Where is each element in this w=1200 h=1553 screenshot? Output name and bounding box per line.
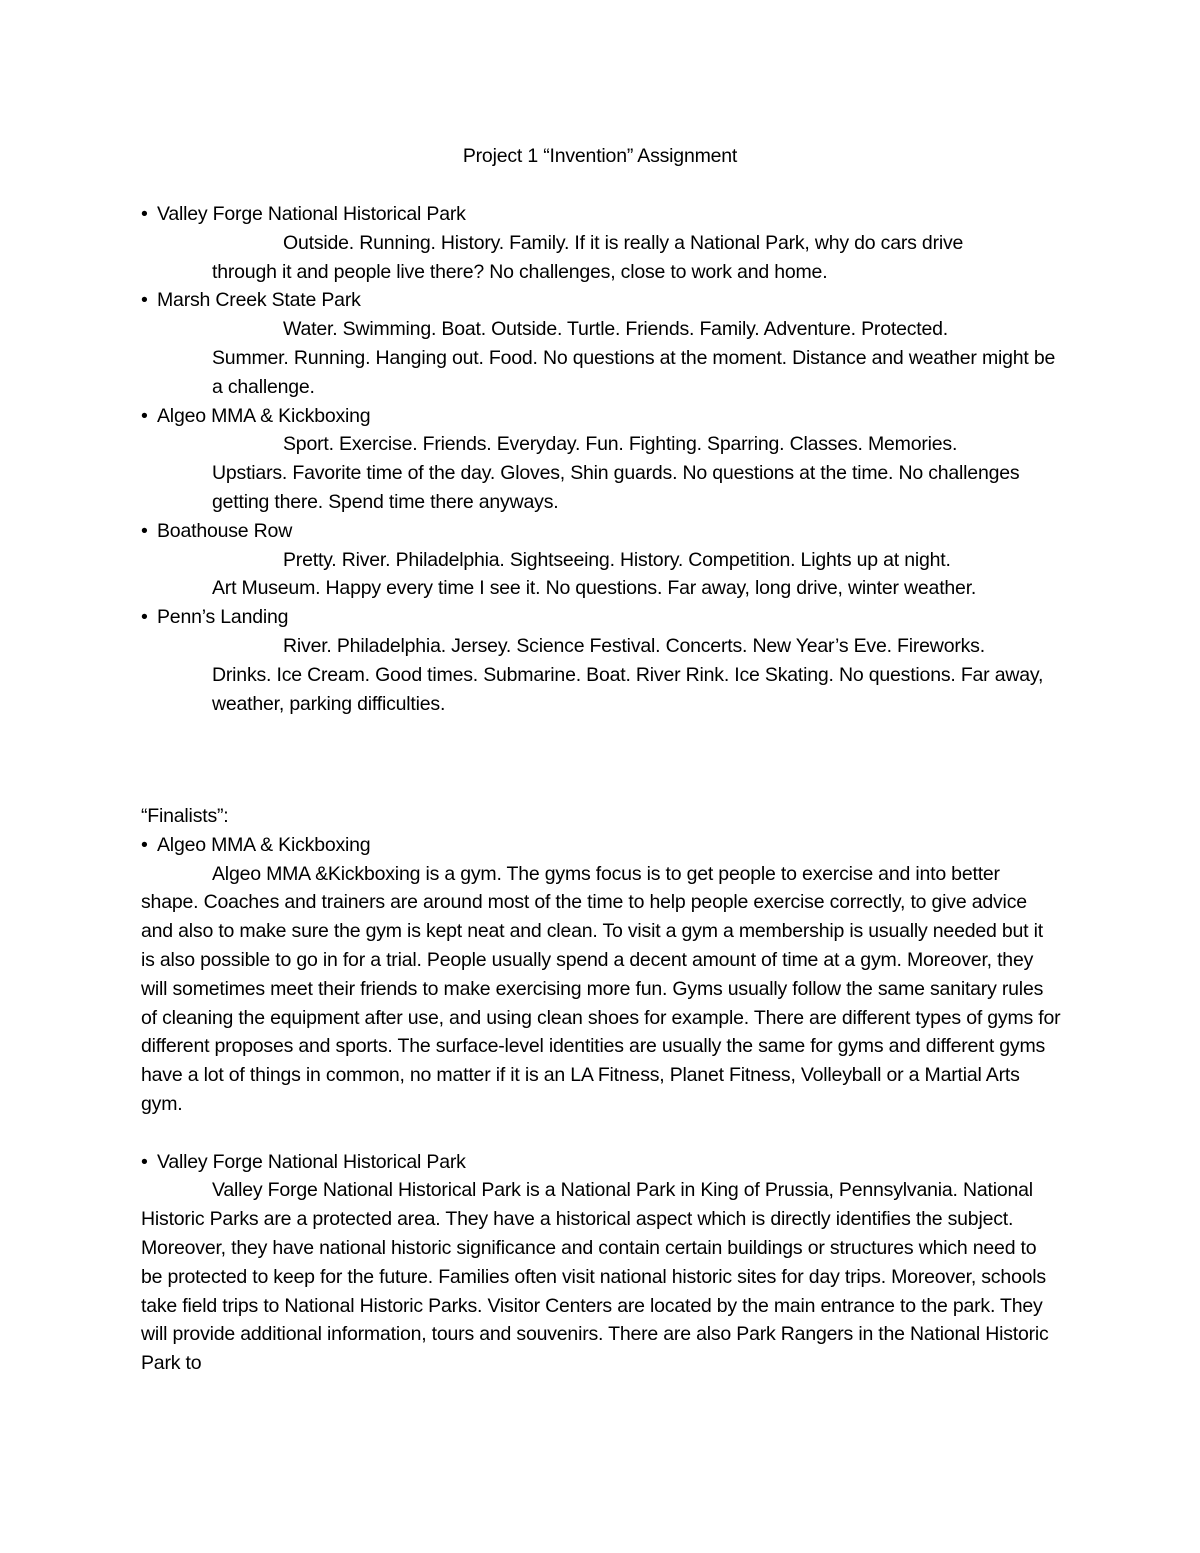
list-item-notes	[141, 229, 1062, 287]
bullet-icon: •	[141, 289, 148, 312]
bullet-icon: •	[141, 833, 148, 856]
bullet-heading	[141, 831, 1071, 860]
bullet-heading	[141, 1148, 1071, 1177]
notes-continued: Art Museum. Happy every time I see it. No questions. Far away, long drive, winter weather.	[212, 577, 977, 600]
list-item-heading: Penn’s Landing	[157, 606, 289, 629]
notes-continued: Upstiars. Favorite time of the day. Gloves, Shin guards. No questions at the time. No challenges getting there. Spend time there anyways.	[212, 462, 1020, 513]
list-item	[141, 286, 1071, 401]
list-item	[141, 517, 1071, 603]
bullet-heading	[141, 402, 1071, 431]
list-item-heading: Boathouse Row	[157, 519, 293, 542]
notes-first-line: River. Philadelphia. Jersey. Science Festival. Concerts. New Year’s Eve. Fireworks.	[283, 634, 985, 657]
list-item-heading: Algeo MMA & Kickboxing	[157, 404, 371, 427]
list-item-notes	[141, 546, 1062, 604]
notes-continued: through it and people live there? No challenges, close to work and home.	[212, 260, 828, 283]
list-item-heading: Valley Forge National Historical Park	[157, 203, 466, 225]
paragraph-spacer	[141, 1119, 1071, 1148]
notes-first-line: Pretty. River. Philadelphia. Sightseeing. History. Competition. Lights up at night.	[283, 548, 951, 571]
brainstorm-list	[141, 200, 1071, 718]
finalists-section	[141, 802, 1071, 1378]
bullet-heading	[141, 286, 1071, 315]
finalist-paragraph: Algeo MMA &Kickboxing is a gym. The gyms focus is to get people to exercise and into better shape. Coaches and trainers are around most of the time to help people exercise correctly, to give advice and also to make sure the gym is kept neat and clean. To visit a gym a membership is usually needed but it is also possible to go in for a trial. People usually spend a decent amount of time at a gym. Moreover, they will sometimes meet their friends to make exercising more fun. Gyms usually follow the same sanitary rules of cleaning the equipment after use, and using clean shoes for example. There are different types of gyms for different proposes and sports. The surface-level identities are usually the same for gyms and different gyms have a lot of things in common, no matter if it is an LA Fitness, Planet Fitness, Volleyball or a Martial Arts gym.	[141, 862, 1061, 1115]
list-item-heading: Algeo MMA & Kickboxing	[157, 833, 371, 856]
bullet-heading	[141, 603, 1071, 632]
finalist-paragraph: Valley Forge National Historical Park is a National Park in King of Prussia, Pennsylvania. National Historic Parks are a protected area. They have a historical aspect which is directly identifies the subject. Moreover, they have national historic significance and contain certain buildings or structures which need to be protected to keep for the future. Families often visit national historic sites for day trips. Moreover, schools take field trips to National Historic Parks. Visitor Centers are located by the main entrance to the park. They will provide additional information, tours and souvenirs. There are also Park Rangers in the National Historic Park to	[141, 1179, 1049, 1375]
bullet-heading	[141, 517, 1071, 546]
list-item	[141, 402, 1071, 517]
list-item-notes	[141, 632, 1062, 718]
list-item-notes	[141, 315, 1062, 401]
list-item-heading: Valley Forge National Historical Park	[157, 1150, 466, 1173]
bullet-heading	[141, 200, 1071, 229]
list-item-heading: Marsh Creek State Park	[157, 289, 361, 312]
document-title: Project 1 “Invention” Assignment	[462, 145, 738, 167]
list-item	[141, 1148, 1071, 1378]
bullet-icon: •	[141, 1150, 148, 1173]
notes-continued: Drinks. Ice Cream. Good times. Submarine. Boat. River Rink. Ice Skating. No questions. Far away, weather, parking difficulties.	[212, 663, 1044, 715]
finalists-label: “Finalists”:	[141, 805, 229, 827]
bullet-icon: •	[141, 606, 148, 629]
list-item-notes	[141, 430, 1062, 516]
notes-first-line: Water. Swimming. Boat. Outside. Turtle. Friends. Family. Adventure. Protected.	[283, 318, 948, 341]
bullet-icon: •	[141, 519, 148, 542]
notes-first-line: Outside. Running. History. Family. If it is really a National Park, why do cars drive	[283, 231, 964, 254]
list-item	[141, 831, 1071, 1119]
bullet-icon: •	[141, 404, 148, 427]
list-item	[141, 200, 1071, 286]
bullet-icon: •	[141, 203, 148, 225]
notes-continued: Summer. Running. Hanging out. Food. No questions at the moment. Distance and weather might be a challenge.	[212, 346, 1056, 398]
list-item	[141, 603, 1071, 718]
notes-first-line: Sport. Exercise. Friends. Everyday. Fun. Fighting. Sparring. Classes. Memories.	[283, 433, 958, 456]
